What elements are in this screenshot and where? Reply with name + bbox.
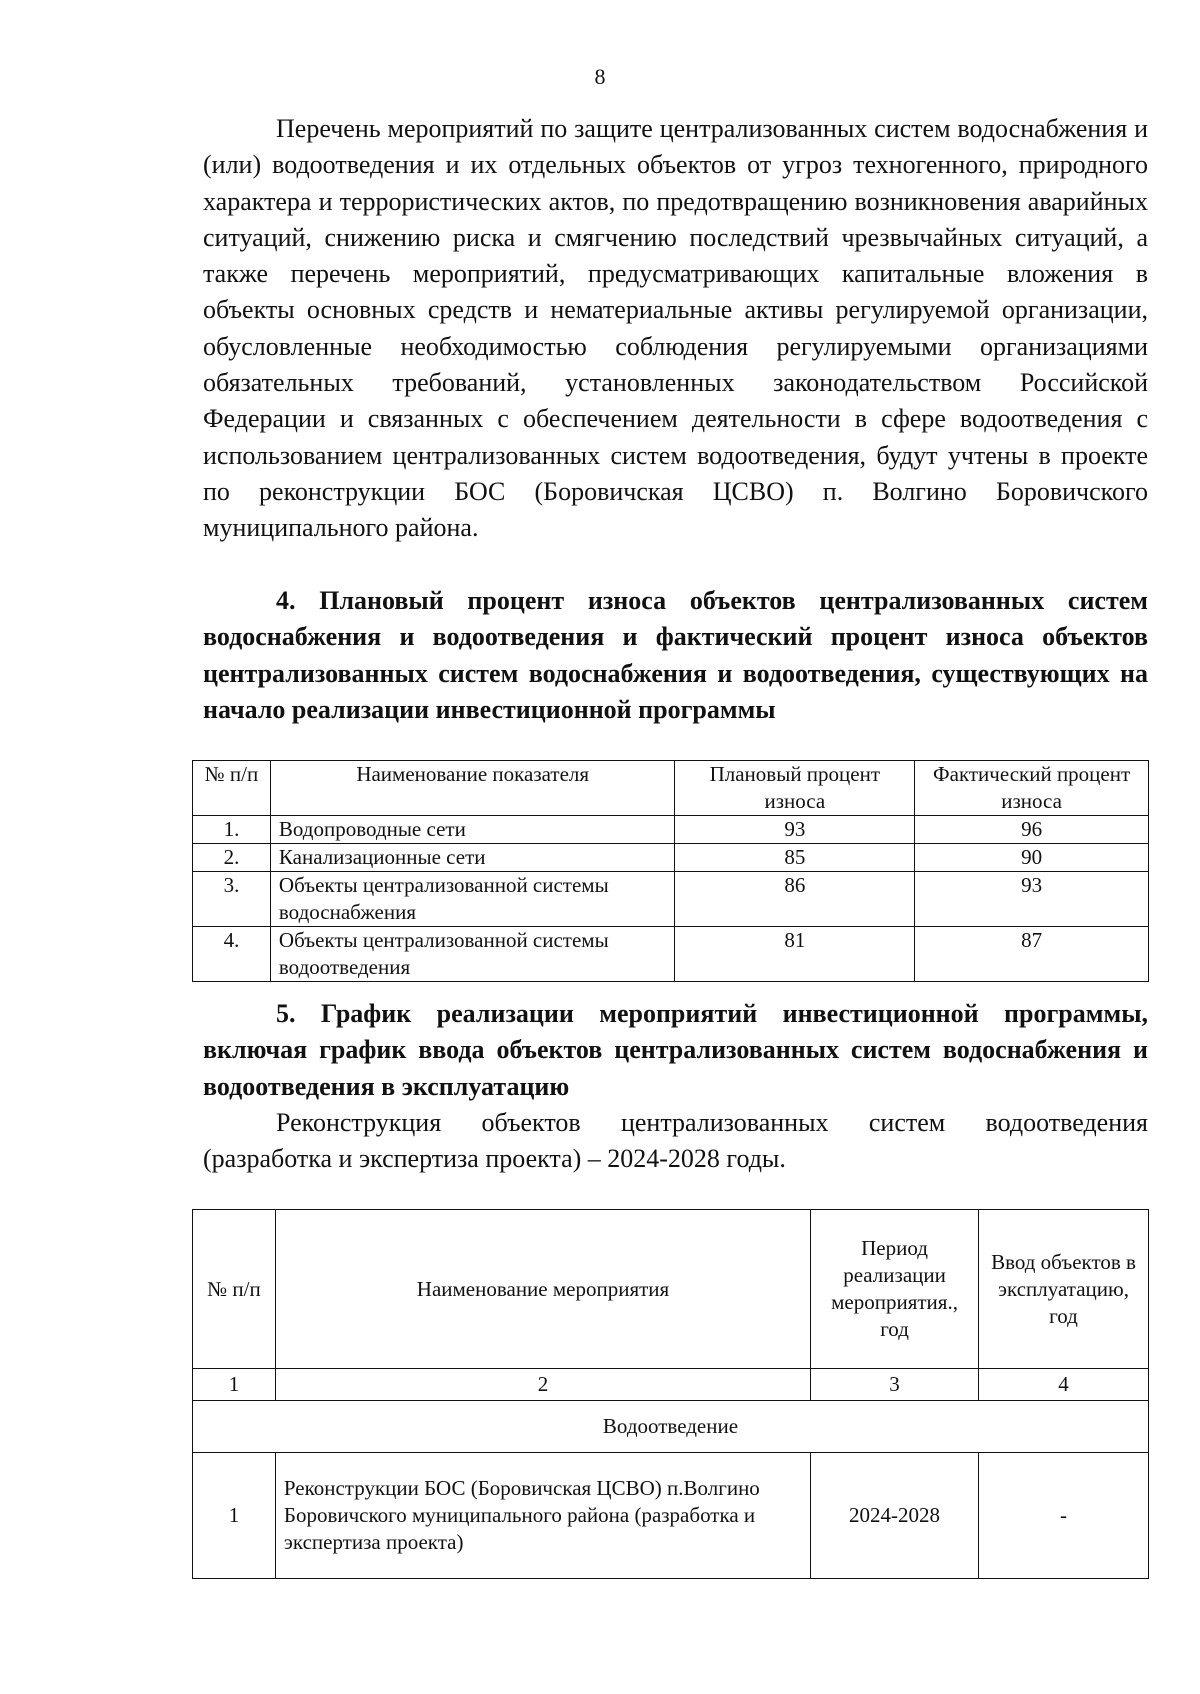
column-number: 4 (979, 1369, 1149, 1401)
row-actual: 93 (915, 872, 1149, 927)
row-planned: 86 (675, 872, 915, 927)
section-4-heading: 4. Плановый процент износа объектов централизованных систем водоснабжения и водоотведения и фактический процент износа объектов централизованных систем водоснабжения и водоотведения, существующих на начало реализации инвестиционной программы (203, 586, 1148, 724)
row-name: Объекты централизованной системы водоотведения (270, 927, 675, 982)
schedule-table (192, 1209, 1149, 1579)
table-row (193, 816, 1149, 844)
header-commissioning: Ввод объектов в эксплуатацию, год (979, 1210, 1149, 1369)
header-period: Период реализации мероприятия., год (811, 1210, 979, 1369)
table-row (193, 872, 1149, 927)
row-period: 2024-2028 (811, 1453, 979, 1579)
row-name: Реконструкции БОС (Боровичская ЦСВО) п.Волгино Боровичского муниципального района (разработка и экспертиза проекта) (275, 1453, 810, 1579)
row-planned: 85 (675, 844, 915, 872)
intro-paragraph: Перечень мероприятий по защите централизованных систем водоснабжения и (или) водоотведения и их отдельных объектов от угроз техногенного, природного характера и террористических актов, по предотвращению возникновения аварийных ситуаций, снижению риска и смягчению последствий чрезвычайных ситуаций, а также перечень мероприятий, предусматривающих капитальные вложения в объекты основных средств и нематериальные активы регулируемой организации, обусловленные необходимостью соблюдения регулируемыми организациями обязательных требований, установленных законодательством Российской Федерации и связанных с обеспечением деятельности в сфере водоотведения с использованием централизованных систем водоотведения, будут учтены в проекте по реконструкции БОС (Боровичская ЦСВО) п. Волгино Боровичского муниципального района. (203, 114, 1148, 543)
column-number: 1 (193, 1369, 276, 1401)
group-label: Водоотведение (193, 1401, 1149, 1453)
table-row (193, 844, 1149, 872)
header-actual-wear: Фактический процент износа (915, 761, 1149, 816)
column-number: 3 (811, 1369, 979, 1401)
row-name: Канализационные сети (270, 844, 675, 872)
row-num: 4. (193, 927, 271, 982)
row-name: Водопроводные сети (270, 816, 675, 844)
row-num: 3. (193, 872, 271, 927)
table-header-row (193, 761, 1149, 816)
section-5-heading: 5. График реализации мероприятий инвестиционной программы, включая график ввода объектов централизованных систем водоснабжения и водоотведения в эксплуатацию (203, 999, 1148, 1101)
row-commissioning: - (979, 1453, 1149, 1579)
row-actual: 96 (915, 816, 1149, 844)
row-num: 1. (193, 816, 271, 844)
column-number: 2 (275, 1369, 810, 1401)
row-actual: 87 (915, 927, 1149, 982)
row-name: Объекты централизованной системы водоснабжения (270, 872, 675, 927)
header-num: № п/п (193, 761, 271, 816)
row-num: 2. (193, 844, 271, 872)
header-indicator-name: Наименование показателя (270, 761, 675, 816)
row-actual: 90 (915, 844, 1149, 872)
wear-percentage-table (192, 760, 1149, 982)
header-num: № п/п (193, 1210, 276, 1369)
row-planned: 81 (675, 927, 915, 982)
header-planned-wear: Плановый процент износа (675, 761, 915, 816)
header-measure-name: Наименование мероприятия (275, 1210, 810, 1369)
table-header-row (193, 1210, 1149, 1369)
row-num: 1 (193, 1453, 276, 1579)
row-planned: 93 (675, 816, 915, 844)
table-row (193, 1453, 1149, 1579)
table-row (193, 927, 1149, 982)
page-number: 8 (594, 64, 606, 89)
section-5-paragraph: Реконструкция объектов централизованных систем водоотведения (разработка и экспертиза проекта) – 2024-2028 годы. (203, 1108, 1148, 1174)
group-row (193, 1401, 1149, 1453)
column-number-row (193, 1369, 1149, 1401)
